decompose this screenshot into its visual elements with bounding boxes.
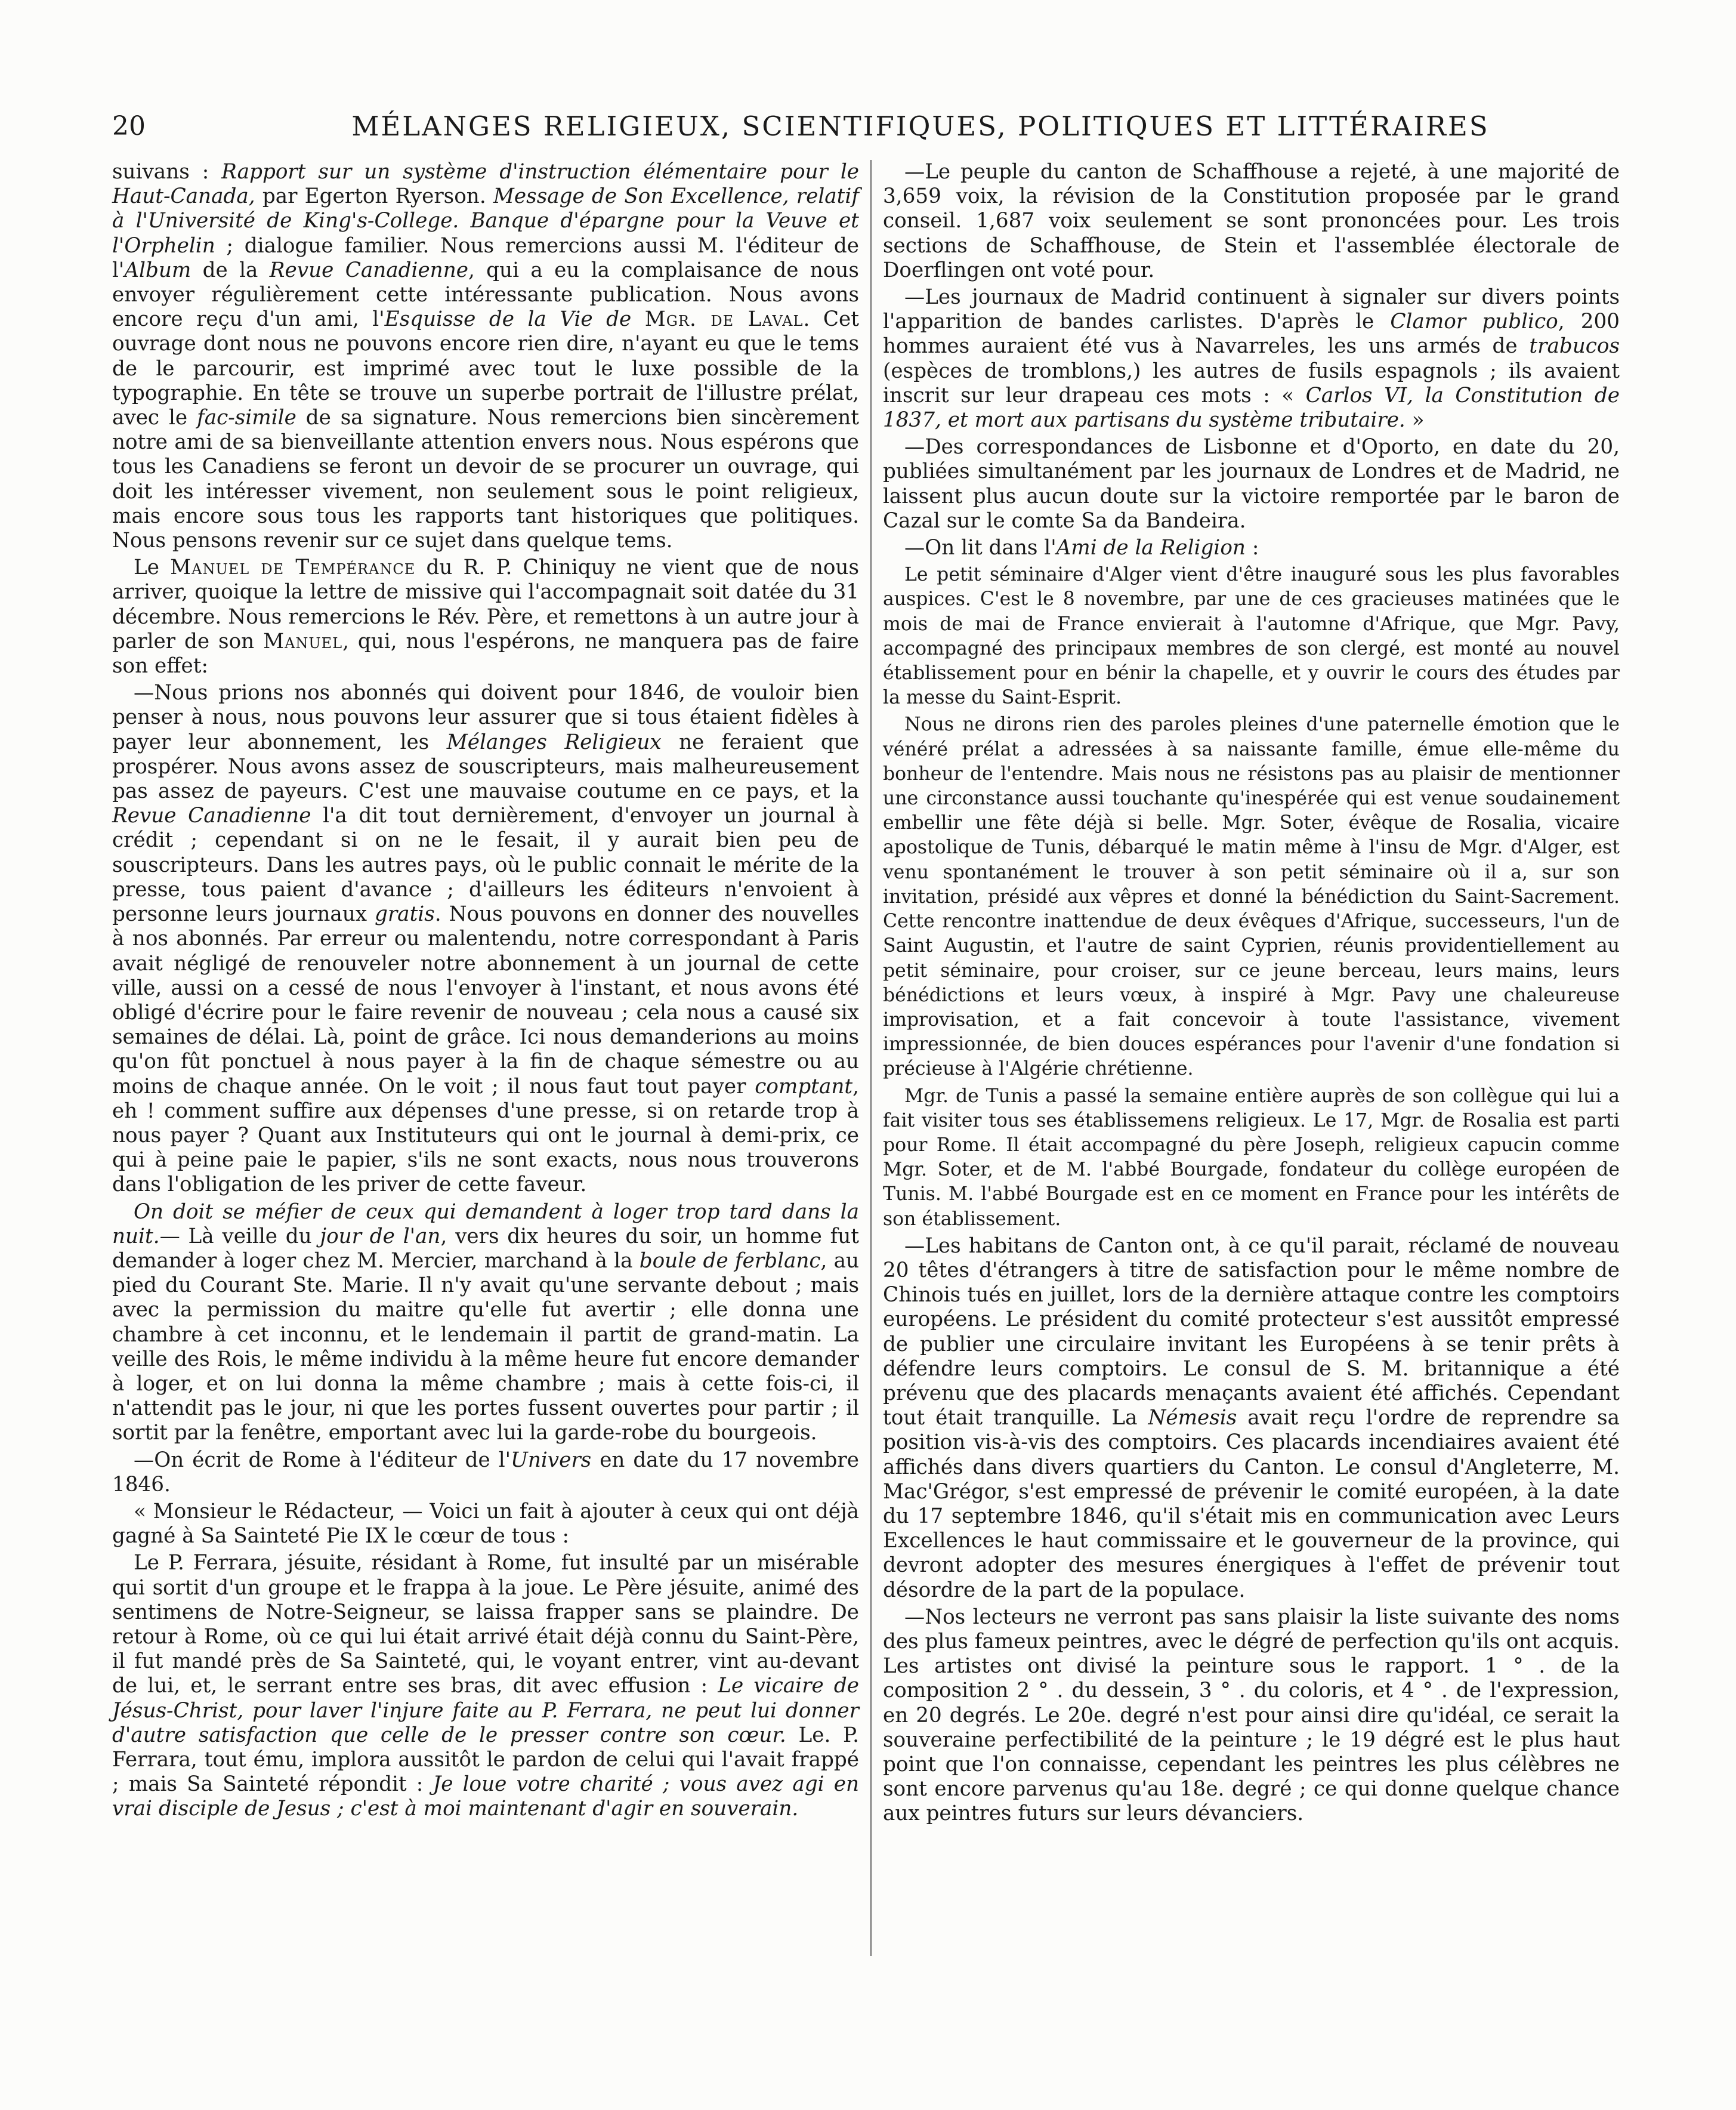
text-run: . Nous pouvons en donner des nouvelles à nos abonnés. Par erreur ou malentendu, notre correspondant à Paris avait négligé de renouveler notre abonnement à un journal de cette ville, aussi on a cessé de nous l'envoyer à l'instant, et nous avons été obligé d'écrire pour le faire revenir de nouveau ; cela nous a causé six semaines de délai. Là, point de grâce. Ici nous demanderions au moins qu'on fût ponctuel à nous payer à la fin de chaque sémestre ou au moins de chaque année. On le voit ; il nous faut tout payer [112, 902, 859, 1099]
left-column [112, 160, 859, 1824]
italic-word: fac-simile [197, 406, 296, 430]
italic-quote: Carlos VI, la Constitution de 1837, et mort aux partisans du système tributaire. [883, 383, 1620, 433]
text-run: de la [191, 258, 270, 282]
text-run: , au pied du Courant Ste. Marie. Il n'y avait qu'une servante debout ; mais avec la permission du maitre qu'elle fut avertir ; elle donna une chambre à cet inconnu, et le lendemain il partit de grand-matin. La veille des Rois, le même individu à la même heure fut encore demander à loger, et on lui donna la même chambre ; mais à cette fois-ci, il n'attendit pas le jour, ni que les portes fussent ouvertes pour partir ; il sortit par la fenêtre, emportant avec lui la garde-robe du bourgeois. [112, 1248, 859, 1445]
text-run: de sa signature. Nous remercions bien sincèrement notre ami de sa bienveillante attention envers nous. Nous espérons que tous les Canadiens se feront un devoir de se procurer un ouvrage, qui doit les intéresser vivement, non seulement sous le point religieux, mais encore sous tous les rapports tant historiques que politiques. Nous pensons revenir sur ce sujet dans quelque tems. [112, 406, 859, 553]
text-run: par Egerton Ryerson. [255, 184, 493, 209]
text-run: Le. P. Ferrara, tout ému, implora aussitôt le pardon de celui qui l'avait frappé ; mais Sa Sainteté répondit : [112, 1723, 859, 1797]
right-column [883, 160, 1620, 1829]
paragraph-canton [883, 1234, 1620, 1603]
page-number: 20 [112, 111, 146, 141]
text-run: , eh ! comment suffire aux dépenses d'une presse, si on retarde trop à nous payer ? Quant aux Instituteurs qui ont le journal à demi-prix, ce qui à peine paie le papier, s'ils ne sont exacts, nous nous trouverons dans l'obligation de les priver de cette faveur. [112, 1074, 859, 1197]
text-run: (espèces de tromblons,) les autres de fusils espagnols ; ils avaient inscrit sur leur drapeau ces mots : « [883, 359, 1620, 408]
paragraph-manuel-temperance [112, 556, 859, 678]
paragraph-rome-letter [112, 1448, 859, 1497]
italic-title: Revue Canadienne [269, 258, 468, 282]
italic-title: Ami de la Religion [1056, 536, 1246, 560]
small-caps-name: Mgr. de Laval [644, 307, 804, 332]
small-caps-title: Manuel de Tempérance [170, 556, 416, 580]
text-run: , qui, nous l'espérons, ne manquera pas de faire son effet: [112, 629, 860, 678]
italic-title: Rapport sur un système d'instruction élémentaire pour le Haut-Canada, [112, 160, 859, 209]
italic-quote: Je loue votre charité ; vous avez agi en vrai disciple de Jesus ; c'est à moi maintenant d'agir en souverain. [112, 1772, 859, 1821]
italic-title: Univers [511, 1448, 592, 1472]
italic-word: trabucos [1529, 334, 1620, 359]
paragraph-mgr-soter: Nous ne dirons rien des paroles pleines d'une paternelle émotion que le vénéré prélat a adressées à sa naissante famille, émue elle-même du bonheur de l'entendre. Mais nous ne résistons pas au plaisir de mentionner une circonstance aussi touchante qu'inespérée qui est venue soudainement embellir une fête déjà si belle. Mgr. Soter, évêque de Rosalia, vicaire apostolique de Tunis, débarqué le matin même à l'insu de Mgr. d'Alger, est venu spontanément le trouver à son petit séminaire où il a, sur son invitation, présidé aux vêpres et donné la bénédiction du Saint-Sacrement. Cette rencontre inattendue de deux évêques d'Afrique, successeurs, l'un de Saint Augustin, et l'autre de saint Cyprien, réunis providentiellement au petit séminaire, pour croiser, sur ce jeune berceau, leurs mains, leurs bénédictions et leurs vœux, à inspiré à Mgr. Pavy une chaleureuse improvisation, et a fait concevoir à toute l'assistance, vivement impressionnée, de bien douces espérances pour l'avenir d'une fondation si précieuse à l'Algérie chrétienne. [883, 714, 1620, 1080]
paragraph-publications-received [112, 160, 859, 553]
text-run: ; dialogue familier. Nous remercions aussi M. l'éditeur de l' [112, 233, 859, 282]
text-run: —On écrit de Rome à l'éditeur de l' [134, 1448, 511, 1472]
text-run: en date du 17 novembre 1846. [112, 1448, 859, 1497]
text-run: Le P. Ferrara, jésuite, résidant à Rome, fut insulté par un misérable qui sortit d'un groupe et le frappa à la joue. Le Père jésuite, animé des sentimens de Notre-Seigneur, se laissa frapper sans se plaindre. De retour à Rome, où ce qui lui était arrivé était déjà connu du Saint-Père, il fut mandé près de Sa Sainteté, qui, le voyant entrer, vint au-devant de lui, et, le serrant entre ses bras, dit avec effusion : [112, 1551, 859, 1698]
text-run: , 200 hommes auraient été vus à Navarreles, les uns armés de [883, 310, 1620, 359]
italic-word: gratis [374, 902, 435, 927]
paragraph-mgr-tunis: Mgr. de Tunis a passé la semaine entière auprès de son collègue qui lui a fait visiter tous ses établissemens religieux. Le 17, Mgr. de Rosalia est parti pour Rome. Il était accompagné du père Joseph, religieux capucin comme Mgr. Soter, et de M. l'abbé Bourgade, fondateur du collège européen de Tunis. M. l'abbé Bourgade est en ce moment en France pour les intérêts de son établissement. [883, 1085, 1620, 1230]
italic-word: Némesis [1148, 1406, 1237, 1430]
page-header [112, 105, 1639, 147]
italic-heading: On doit se méfier de ceux qui demandent à loger trop tard dans la nuit. [112, 1199, 859, 1248]
text-run: . Cet ouvrage dont nous ne pouvons encore rien dire, n'ayant eu que le tems de le parcourir, est imprimé avec tout le luxe possible de la typographie. En tête se trouve un superbe portrait de l'illustre prélat, avec le [112, 307, 859, 430]
italic-title: Album [124, 258, 191, 282]
italic-word: boule de ferblanc [639, 1248, 821, 1273]
text-run: du R. P. Chiniquy ne vient que de nous arriver, quoique la lettre de missive qui l'accompagnait soit datée du 31 décembre. Nous remercions le Rév. Père, et remettons à un autre jour à parler de son [112, 556, 859, 653]
paragraph-ferrara-story [112, 1551, 859, 1821]
text-run: , vers dix heures du soir, un homme fut demander à loger chez M. Mercier, marchand à la [112, 1224, 859, 1273]
paragraph-subscribers-notice [112, 681, 859, 1197]
italic-title: Clamor publico [1390, 310, 1558, 334]
text-run: l'a dit tout dernièrement, d'envoyer un journal à crédit ; cependant si on ne le fesait, il y aurait bien peu de souscripteurs. Dans les autres pays, où le public connait le mérite de la presse, tous paient d'avance ; d'ailleurs les éditeurs n'envoient à personne leurs journaux [112, 804, 859, 927]
text-run: ne feraient que prospérer. Nous avons assez de souscripteurs, mais malheureusement pas assez de payeurs. C'est une mauvaise coutume en ce pays, et la [112, 730, 859, 804]
text-run: Le [134, 556, 171, 580]
small-caps-title: Manuel [263, 629, 343, 653]
text-run: —On lit dans l' [904, 536, 1057, 560]
italic-title: Message de Son Excellence, relatif à l'Université de King's-College. Banque d'épargne pour la Veuve et l'Orphelin [112, 184, 859, 258]
text-run: suivans : [112, 160, 222, 184]
italic-word: jour de l'an [320, 1224, 441, 1248]
paragraph-madrid-carlists [883, 285, 1620, 433]
text-run: » [1405, 408, 1425, 433]
italic-title: Mélanges Religieux [446, 730, 662, 754]
text-run: — Là veille du [159, 1224, 320, 1248]
running-head: MÉLANGES RELIGIEUX, SCIENTIFIQUES, POLITIQUES ET LITTÉRAIRES [351, 110, 1490, 142]
column-divider [870, 160, 872, 1956]
text-run: —Les journaux de Madrid continuent à signaler sur divers points l'apparition de bandes carlistes. D'après le [883, 285, 1620, 334]
paragraph-lisbonne: —Des correspondances de Lisbonne et d'Oporto, en date du 20, publiées simultanément par les journaux de Londres et de Madrid, ne laissent plus aucun doute sur la victoire remportée par le baron de Cazal sur le comte Sa da Bandeira. [883, 435, 1620, 533]
italic-title: Revue Canadienne [112, 804, 311, 828]
italic-title: Esquisse de la Vie de [384, 307, 645, 332]
text-run: avait reçu l'ordre de reprendre sa position vis-à-vis des comptoirs. Ces placards incendiaires avaient été affichés dans divers quartiers du Canton. Le consul d'Angleterre, M. Mac'Grégor, s'est empressé de prévenir le comité européen, à la date du 17 septembre 1846, qu'il s'était mis en communication avec Leurs Excellences le haut commissaire et le gouverneur de la province, qui devront adopter des mesures énergiques à l'effet de prévenir tout désordre de la part de la populace. [883, 1406, 1620, 1602]
text-run: : [1245, 536, 1259, 560]
paragraph-letter-salutation: « Monsieur le Rédacteur, — Voici un fait à ajouter à ceux qui ont déjà gagné à Sa Sainteté Pie IX le cœur de tous : [112, 1499, 859, 1548]
text-run: , qui a eu la complaisance de nous envoyer régulièrement cette intéressante publication. Nous avons encore reçu d'un ami, l' [112, 258, 859, 332]
paragraph-ami-religion [883, 536, 1620, 560]
text-run: —Les habitans de Canton ont, à ce qu'il parait, réclamé de nouveau 20 têtes d'étrangers à titre de satisfaction pour le même nombre de Chinois tués en juillet, lors de la dernière attaque contre les comptoirs européens. Le président du comité protecteur s'est aussitôt empressé de publier une circulaire invitant les Européens à se tenir prêts à défendre leurs comptoirs. Le consul de S. M. britannique a été prévenu que des placards menaçants avaient été affichés. Cependant tout était tranquille. La [883, 1233, 1620, 1430]
paragraph-schaffhouse: —Le peuple du canton de Schaffhouse a rejeté, à une majorité de 3,659 voix, la révision de la Constitution proposée par le grand conseil. 1,687 voix seulement se sont prononcées pour. Les trois sections de Schaffhouse, de Stein et l'assemblée électorale de Doerflingen ont voté pour. [883, 160, 1620, 282]
text-run: —Nous prions nos abonnés qui doivent pour 1846, de vouloir bien penser à nous, nous pouvons leur assurer que si tous étaient fidèles à payer leur abonnement, les [112, 681, 859, 754]
italic-word: comptant [755, 1074, 853, 1099]
paragraph-seminaire-alger: Le petit séminaire d'Alger vient d'être inauguré sous les plus favorables auspices. C'est le 8 novembre, par une de ces gracieuses matinées que le mois de mai de France envierait à l'automne d'Afrique, que Mgr. Pavy, accompagné des principaux membres de son clergé, est monté au nouvel établissement pour en bénir la chapelle, et y ouvrir le cours des études par la messe du Saint-Esprit. [883, 564, 1620, 709]
paragraph-night-lodger [112, 1200, 859, 1446]
italic-quote: Le vicaire de Jésus-Christ, pour laver l'injure faite au P. Ferrara, ne peut lui donner d'autre satisfaction que celle de le presser contre son cœur. [112, 1674, 859, 1747]
paragraph-peintres: —Nos lecteurs ne verront pas sans plaisir la liste suivante des noms des plus fameux peintres, avec le dégré de perfection qu'ils ont acquis. Les artistes ont divisé la peinture sous le rapport. 1 ° . de la composition 2 ° . du dessein, 3 ° . du coloris, et 4 ° . de l'expression, en 20 degrés. Le 20e. degré n'est pour ainsi dire qu'idéal, ce serait la souveraine perfectibilité de la peinture ; le 19 dégré est le plus haut point que l'on connaisse, cependant les peintres les plus célèbres ne sont encore parvenus qu'au 18e. degré ; ce qui donne quelque chance aux peintres futurs sur leurs dévanciers. [883, 1605, 1620, 1826]
